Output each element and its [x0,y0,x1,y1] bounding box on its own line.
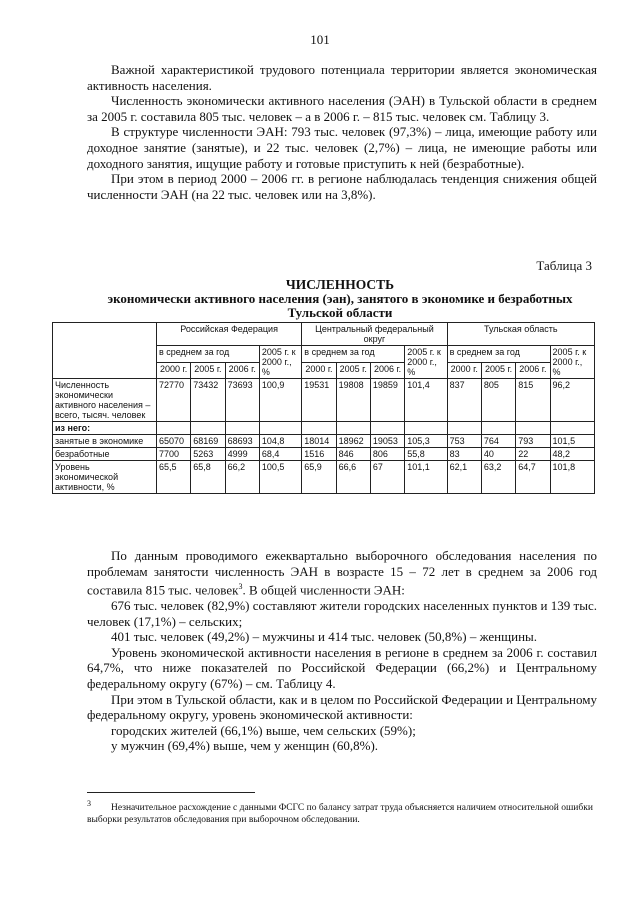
table-row [53,379,595,422]
region-header-tula: Тульская область [447,323,594,346]
body-paragraph-2: 676 тыс. человек (82,9%) составляют жители городских населенных пунктов и 139 тыс. человек (17,1%) – сельских; [87,598,597,629]
table-cell: 66,2 [225,461,259,494]
year-header: 2005 г. [481,362,515,379]
body-paragraph-1-tail: . В общей численности ЭАН: [242,582,405,598]
table-cell: 64,7 [516,461,550,494]
table-cell: 100,9 [259,379,301,422]
table-cell: 19053 [370,435,404,448]
table-cell [550,422,594,435]
table-cell: 19808 [336,379,370,422]
table-cell: 62,1 [447,461,481,494]
row-label: безработные [53,448,157,461]
intro-paragraph-4: При этом в период 2000 – 2006 гг. в регионе наблюдалась тенденция снижения общей численности ЭАН (на 22 тыс. человек или на 3,8%). [87,171,597,202]
table-title-line-2: экономически активного населения (эан), занятого в экономике и безработных [107,291,573,306]
table-cell: 764 [481,435,515,448]
table-cell [156,422,190,435]
row-label: занятые в экономике [53,435,157,448]
table-cell [447,422,481,435]
body-text [87,548,597,754]
year-header: 2005 г. [336,362,370,379]
table-cell: 805 [481,379,515,422]
table-cell: 101,4 [405,379,447,422]
table-title-line-3: Тульской области [287,305,393,320]
footnote-divider [87,792,255,793]
table-cell [259,422,301,435]
table-cell: 83 [447,448,481,461]
table-row [53,422,595,435]
table-cell: 101,8 [550,461,594,494]
table-cell: 1516 [302,448,336,461]
region-header-cfo: Центральный федеральный округ [302,323,447,346]
table-cell: 68,4 [259,448,301,461]
footnote-text: Незначительное расхождение с данными ФСГС по балансу затрат труда объясняется наличием относительной ошибки выборки результатов обследования при выборочном обследовании. [87,803,593,825]
table-cell: 793 [516,435,550,448]
body-paragraph-1 [87,548,597,598]
year-header: 2006 г. [225,362,259,379]
year-header: 2006 г. [516,362,550,379]
table-cell [481,422,515,435]
year-header: 2000 г. [447,362,481,379]
year-header: 2000 г. [302,362,336,379]
avg-header: в среднем за год [447,346,550,363]
table-cell: 837 [447,379,481,422]
table-cell: 815 [516,379,550,422]
table-cell: 7700 [156,448,190,461]
table-header-regions [53,323,595,346]
table-cell [191,422,225,435]
row-label: Уровень экономической активности, % [53,461,157,494]
data-table [52,322,595,494]
year-header: 2005 г. [191,362,225,379]
table-body [53,379,595,494]
row-label: из него: [53,422,157,435]
corner-cell [53,323,157,379]
table-cell: 65,5 [156,461,190,494]
table-cell: 48,2 [550,448,594,461]
table-cell: 19859 [370,379,404,422]
table-cell [302,422,336,435]
table-cell: 65,9 [302,461,336,494]
ratio-header: 2005 г. к 2000 г., % [550,346,594,379]
table-row [53,461,595,494]
region-header-rf: Российская Федерация [156,323,301,346]
table-cell: 100,5 [259,461,301,494]
table-cell: 101,5 [550,435,594,448]
intro-paragraph-3: В структуре численности ЭАН: 793 тыс. человек (97,3%) – лица, имеющие работу или доходное занятие (занятые), и 22 тыс. человек (2,7%) – лица, не имеющие работы или доходного занятия, ищущие работу и готовые приступить к ней (безработные). [87,124,597,171]
body-paragraph-3: 401 тыс. человек (49,2%) – мужчины и 414 тыс. человек (50,8%) – женщины. [111,629,538,645]
table-cell: 4999 [225,448,259,461]
table-cell: 101,1 [405,461,447,494]
table-cell: 19531 [302,379,336,422]
table-cell: 753 [447,435,481,448]
body-paragraph-4: Уровень экономической активности населения в регионе в среднем за 2006 г. составил 64,7%, что ниже показателей по Российской Федерации (66,2%) и Центральному федеральному округу (67%) – см. Таблицу 4. [87,644,597,692]
table-cell: 73432 [191,379,225,422]
body-paragraph-1-main: По данным проводимого ежеквартально выборочного обследования населения по проблемам занятости численность ЭАН в возрасте 15 – 72 лет в среднем за 2006 год составила 815 тыс. человек [87,548,597,598]
table-cell [336,422,370,435]
table-cell: 68169 [191,435,225,448]
table-title-line-1: ЧИСЛЕННОСТЬ [285,277,395,292]
row-label: Численность экономически активного населения – всего, тысяч. человек [53,379,157,422]
table-cell: 806 [370,448,404,461]
year-header: 2000 г. [156,362,190,379]
table-cell: 55,8 [405,448,447,461]
table-cell: 18014 [302,435,336,448]
table-cell [370,422,404,435]
table-cell: 22 [516,448,550,461]
table-reference: Таблица 3 [536,258,592,273]
year-header: 2006 г. [370,362,404,379]
intro-paragraph-2: Численность экономически активного населения (ЭАН) в Тульской области в среднем за 2005 г. составила 805 тыс. человек – а в 2006 г. – 815 тыс. человек см. Таблицу 3. [87,93,597,124]
page-number: 101 [310,32,330,47]
body-paragraph-6: городских жителей (66,1%) выше, чем сельских (59%); [111,722,416,738]
table-cell: 5263 [191,448,225,461]
table-cell: 67 [370,461,404,494]
table-cell: 104,8 [259,435,301,448]
table-cell: 68693 [225,435,259,448]
table-cell: 72770 [156,379,190,422]
table-cell: 73693 [225,379,259,422]
table-cell [405,422,447,435]
table-cell: 65,8 [191,461,225,494]
avg-header: в среднем за год [302,346,405,363]
table-cell [516,422,550,435]
footnote-mark: 3 [87,799,91,808]
body-paragraph-7: у мужчин (69,4%) выше, чем у женщин (60,8%). [111,738,379,754]
table-cell: 40 [481,448,515,461]
table-cell: 96,2 [550,379,594,422]
intro-paragraph-1: Важной характеристикой трудового потенциала территории является экономическая активность населения. [87,62,597,93]
table-cell: 18962 [336,435,370,448]
table-row [53,435,595,448]
avg-header: в среднем за год [156,346,259,363]
table-cell: 846 [336,448,370,461]
footnote-reference: 3 [238,582,243,592]
intro-text [87,62,597,202]
table-cell [225,422,259,435]
table-row [53,448,595,461]
table-cell: 105,3 [405,435,447,448]
ratio-header: 2005 г. к 2000 г., % [259,346,301,379]
table-cell: 63,2 [481,461,515,494]
ratio-header: 2005 г. к 2000 г., % [405,346,447,379]
footnote [87,799,597,826]
body-paragraph-5: При этом в Тульской области, как и в целом по Российской Федерации и Центральному федеральному округу, уровень экономической активности: [87,691,597,723]
table-cell: 65070 [156,435,190,448]
table-title [60,278,620,320]
table-cell: 66,6 [336,461,370,494]
